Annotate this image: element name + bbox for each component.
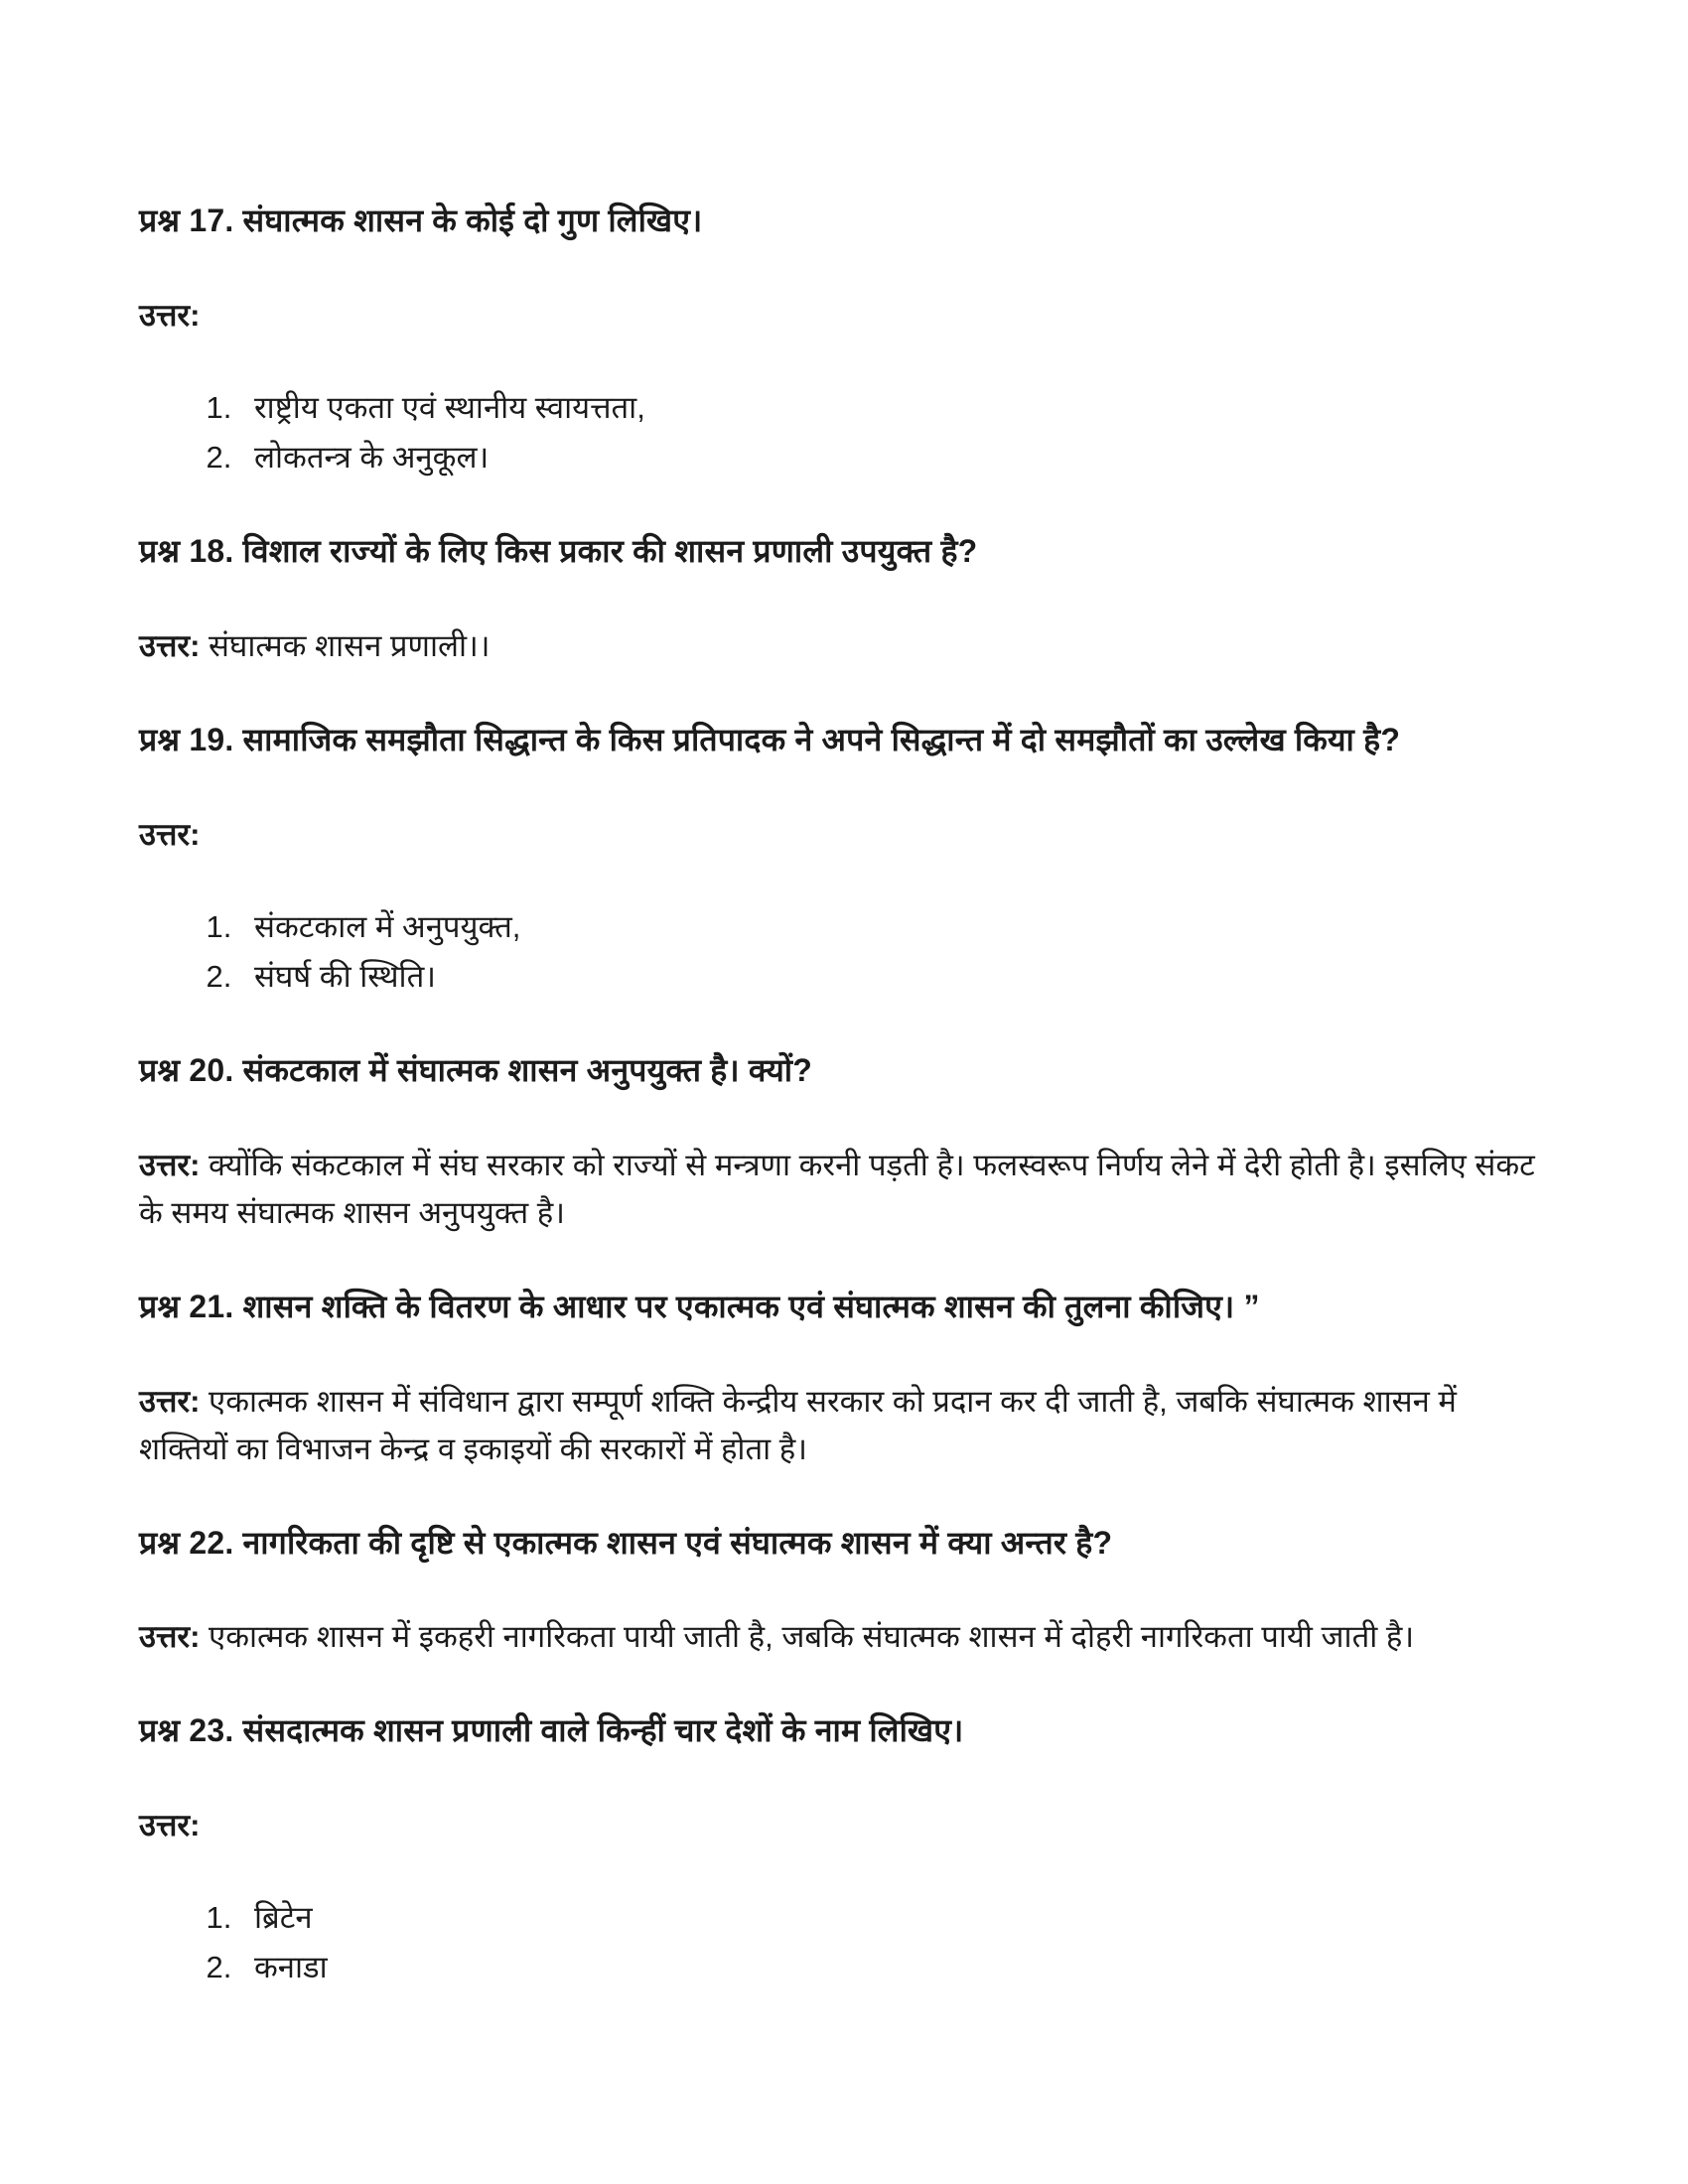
answer-17-list bbox=[139, 385, 1551, 480]
list-item: 1. संकटकाल में अनुपयुक्त, bbox=[240, 904, 1551, 950]
list-item: 2. कनाडा bbox=[240, 1945, 1551, 1990]
answer-20 bbox=[139, 1142, 1551, 1237]
answer-19-list bbox=[139, 904, 1551, 1000]
answer-19-label-line bbox=[139, 811, 1551, 859]
answer-23-label-line bbox=[139, 1802, 1551, 1849]
question-19: प्रश्न 19. सामाजिक समझौता सिद्धान्त के किस प्रतिपादक ने अपने सिद्धान्त में दो समझौतों का उल्लेख किया है? bbox=[139, 722, 1401, 758]
answer-21 bbox=[139, 1378, 1551, 1473]
question-20: प्रश्न 20. संकटकाल में संघात्मक शासन अनुपयुक्त है। क्यों? bbox=[139, 1052, 813, 1089]
answer-text: एकात्मक शासन में इकहरी नागरिकता पायी जाती है, जबकि संघात्मक शासन में दोहरी नागरिकता पायी जाती है। bbox=[209, 1619, 1415, 1655]
answer-label: उत्तर: bbox=[139, 1383, 201, 1419]
answer-label: उत्तर: bbox=[139, 627, 201, 663]
question-23: प्रश्न 23. संसदात्मक शासन प्रणाली वाले किन्हीं चार देशों के नाम लिखिए। bbox=[139, 1712, 964, 1749]
question-22: प्रश्न 22. नागरिकता की दृष्टि से एकात्मक शासन एवं संघात्मक शासन में क्या अन्तर है? bbox=[139, 1524, 1113, 1561]
answer-label: उत्तर: bbox=[139, 816, 201, 852]
answer-18 bbox=[139, 622, 1551, 670]
answer-text: संघात्मक शासन प्रणाली।। bbox=[209, 627, 491, 663]
answer-label: उत्तर: bbox=[139, 1619, 201, 1655]
answer-23-list bbox=[139, 1895, 1551, 1990]
list-item: 2. संघर्ष की स्थिति। bbox=[240, 954, 1551, 1000]
list-item: 2. लोकतन्त्र के अनुकूल। bbox=[240, 435, 1551, 480]
answer-17-label-line bbox=[139, 292, 1551, 340]
answer-label: उत्तर: bbox=[139, 1808, 201, 1843]
question-21: प्रश्न 21. शासन शक्ति के वितरण के आधार पर एकात्मक एवं संघात्मक शासन की तुलना कीजिए। ” bbox=[139, 1289, 1260, 1325]
answer-label: उत्तर: bbox=[139, 297, 201, 333]
answer-label: उत्तर: bbox=[139, 1148, 201, 1183]
list-item: 1. ब्रिटेन bbox=[240, 1895, 1551, 1941]
answer-text: एकात्मक शासन में संविधान द्वारा सम्पूर्ण शक्ति केन्द्रीय सरकार को प्रदान कर दी जाती है, जबकि संघात्मक शासन में शक्तियों का विभाजन केन्द्र व इकाइयों की सरकारों में होता है। bbox=[139, 1383, 1457, 1466]
question-17: प्रश्न 17. संघात्मक शासन के कोई दो गुण लिखिए। bbox=[139, 203, 703, 238]
question-18: प्रश्न 18. विशाल राज्यों के लिए किस प्रकार की शासन प्रणाली उपयुक्त है? bbox=[139, 533, 978, 570]
answer-22 bbox=[139, 1613, 1551, 1661]
answer-text: क्योंकि संकटकाल में संघ सरकार को राज्यों से मन्त्रणा करनी पड़ती है। फलस्वरूप निर्णय लेने में देरी होती है। इसलिए संकट के समय संघात्मक शासन अनुपयुक्त है। bbox=[139, 1148, 1535, 1231]
list-item: 1. राष्ट्रीय एकता एवं स्थानीय स्वायत्तता, bbox=[240, 385, 1551, 431]
